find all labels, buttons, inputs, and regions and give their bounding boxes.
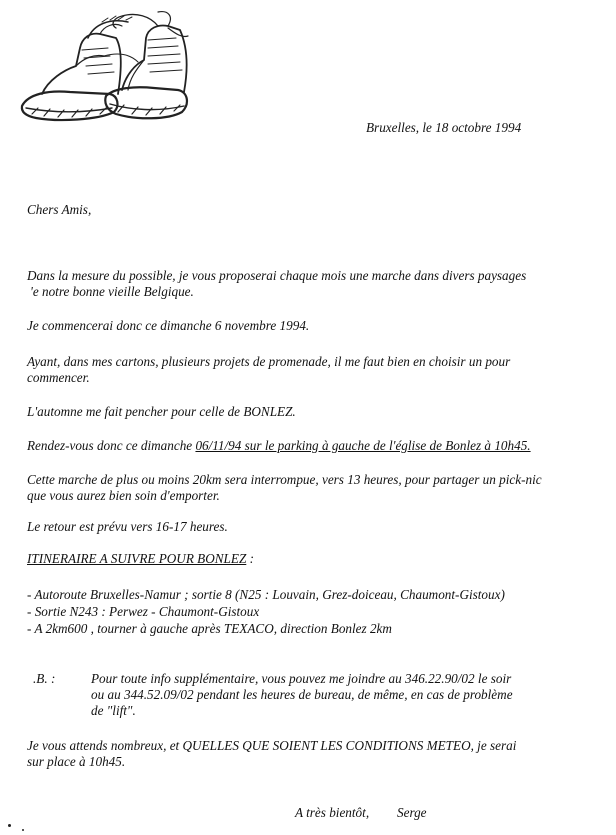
- scan-speck: [22, 829, 24, 831]
- rendezvous-details: 06/11/94 sur le parking à gauche de l'église de Bonlez à 10h45.: [195, 438, 531, 453]
- itinerary-item: - Sortie N243 : Perwez - Chaumont-Gistoux: [27, 604, 260, 619]
- return-line: Le retour est prévu vers 16-17 heures.: [27, 519, 228, 534]
- nota-bene-line: Pour toute info supplémentaire, vous pouvez me joindre au 346.22.90/02 le soir: [91, 671, 512, 686]
- itinerary-heading-colon: :: [246, 551, 254, 566]
- walk-paragraph-line: Cette marche de plus ou moins 20km sera interrompue, vers 13 heures, pour partager un pick-nic: [27, 472, 542, 487]
- letter-place-date: Bruxelles, le 18 octobre 1994: [366, 120, 522, 135]
- scan-speck: [8, 824, 11, 827]
- itinerary-heading: [27, 550, 254, 567]
- closing-paragraph-line: sur place à 10h45.: [27, 754, 126, 769]
- projects-paragraph-line: commencer.: [27, 370, 90, 385]
- rendezvous-prefix: Rendez-vous donc ce dimanche: [27, 438, 196, 453]
- farewell: A très bientôt,: [295, 805, 370, 820]
- nota-bene-line: de "lift".: [91, 703, 136, 718]
- itinerary-heading-text: ITINERAIRE A SUIVRE POUR BONLEZ: [27, 551, 247, 566]
- signature: Serge: [397, 805, 427, 820]
- letter-greeting: Chers Amis,: [27, 202, 92, 217]
- rendezvous-line: [27, 437, 531, 454]
- nota-bene-line: ou au 344.52.09/02 pendant les heures de bureau, de même, en cas de problème: [91, 687, 513, 702]
- itinerary-item: - Autoroute Bruxelles-Namur ; sortie 8 (N25 : Louvain, Grez-doiceau, Chaumont-Gistoux): [27, 587, 505, 602]
- intro-paragraph-line: 'e notre bonne vieille Belgique.: [30, 284, 194, 299]
- autumn-line: L'automne me fait pencher pour celle de BONLEZ.: [27, 404, 296, 419]
- intro-paragraph-line: Dans la mesure du possible, je vous proposerai chaque mois une marche dans divers paysages: [27, 268, 527, 283]
- hiking-boots-icon: [18, 8, 193, 130]
- nota-bene-label: .B. :: [33, 671, 56, 686]
- closing-paragraph-line: Je vous attends nombreux, et QUELLES QUE SOIENT LES CONDITIONS METEO, je serai: [27, 738, 517, 753]
- projects-paragraph-line: Ayant, dans mes cartons, plusieurs projets de promenade, il me faut bien en choisir un pour: [27, 354, 511, 369]
- start-date-line: Je commencerai donc ce dimanche 6 novembre 1994.: [27, 318, 310, 333]
- walk-paragraph-line: que vous aurez bien soin d'emporter.: [27, 488, 220, 503]
- itinerary-item: - A 2km600 , tourner à gauche après TEXACO, direction Bonlez 2km: [27, 621, 392, 636]
